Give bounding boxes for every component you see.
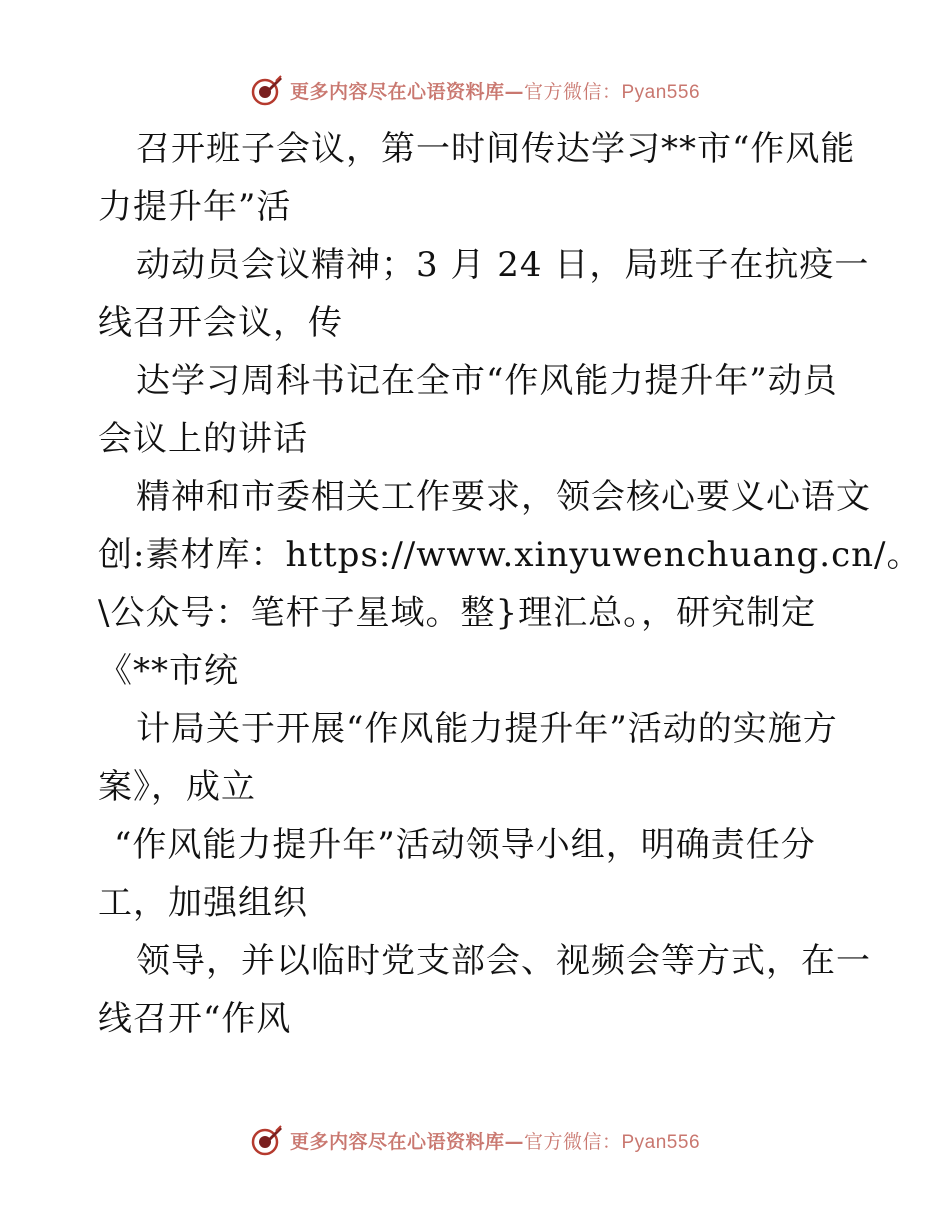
footer-banner-inner <box>250 1123 700 1157</box>
body-line: 案》，成立 <box>98 767 256 807</box>
header-banner-wechat: 官方微信：Pyan556 <box>524 81 701 103</box>
header-banner-main: 更多内容尽在心语资料库 <box>289 80 505 103</box>
body-line: 工，加强组织 <box>98 883 308 923</box>
body-line: 力提升年”活 <box>98 187 292 227</box>
header-banner <box>0 70 950 110</box>
body-line: “作风能力提升年”活动领导小组，明确责任分 <box>114 825 816 865</box>
header-banner-dash: — <box>504 80 524 103</box>
body-line: 动动员会议精神；3 月 24 日，局班子在抗疫一 <box>136 245 870 285</box>
body-line: 精神和市委相关工作要求，领会核心要义心语文 <box>136 477 871 517</box>
body-line: 创:素材库：https://www.xinyuwenchuang.cn/。 <box>98 535 922 575</box>
body-line: 会议上的讲话 <box>98 419 308 459</box>
body-line: 线召开会议，传 <box>98 303 343 343</box>
document-body <box>98 120 922 1048</box>
body-line: 召开班子会议，第一时间传达学习**市“作风能 <box>136 129 856 169</box>
body-line: \公众号：笔杆子星域。整}理汇总。，研究制定 <box>98 593 817 633</box>
quill-logo-icon <box>250 73 284 107</box>
header-banner-text <box>290 77 700 104</box>
header-banner-inner <box>250 73 700 107</box>
body-line: 《**市统 <box>98 651 239 691</box>
body-line: 计局关于开展“作风能力提升年”活动的实施方 <box>136 709 838 749</box>
footer-banner-text <box>290 1127 700 1154</box>
footer-banner-wechat: 官方微信：Pyan556 <box>524 1131 701 1153</box>
quill-logo-icon <box>250 1123 284 1157</box>
body-line: 线召开“作风 <box>98 999 292 1039</box>
body-line: 领导，并以临时党支部会、视频会等方式，在一 <box>136 941 871 981</box>
body-line: 达学习周科书记在全市“作风能力提升年”动员 <box>136 361 838 401</box>
footer-banner-main: 更多内容尽在心语资料库 <box>289 1130 505 1153</box>
footer-banner-dash: — <box>504 1130 524 1153</box>
footer-banner <box>0 1120 950 1160</box>
